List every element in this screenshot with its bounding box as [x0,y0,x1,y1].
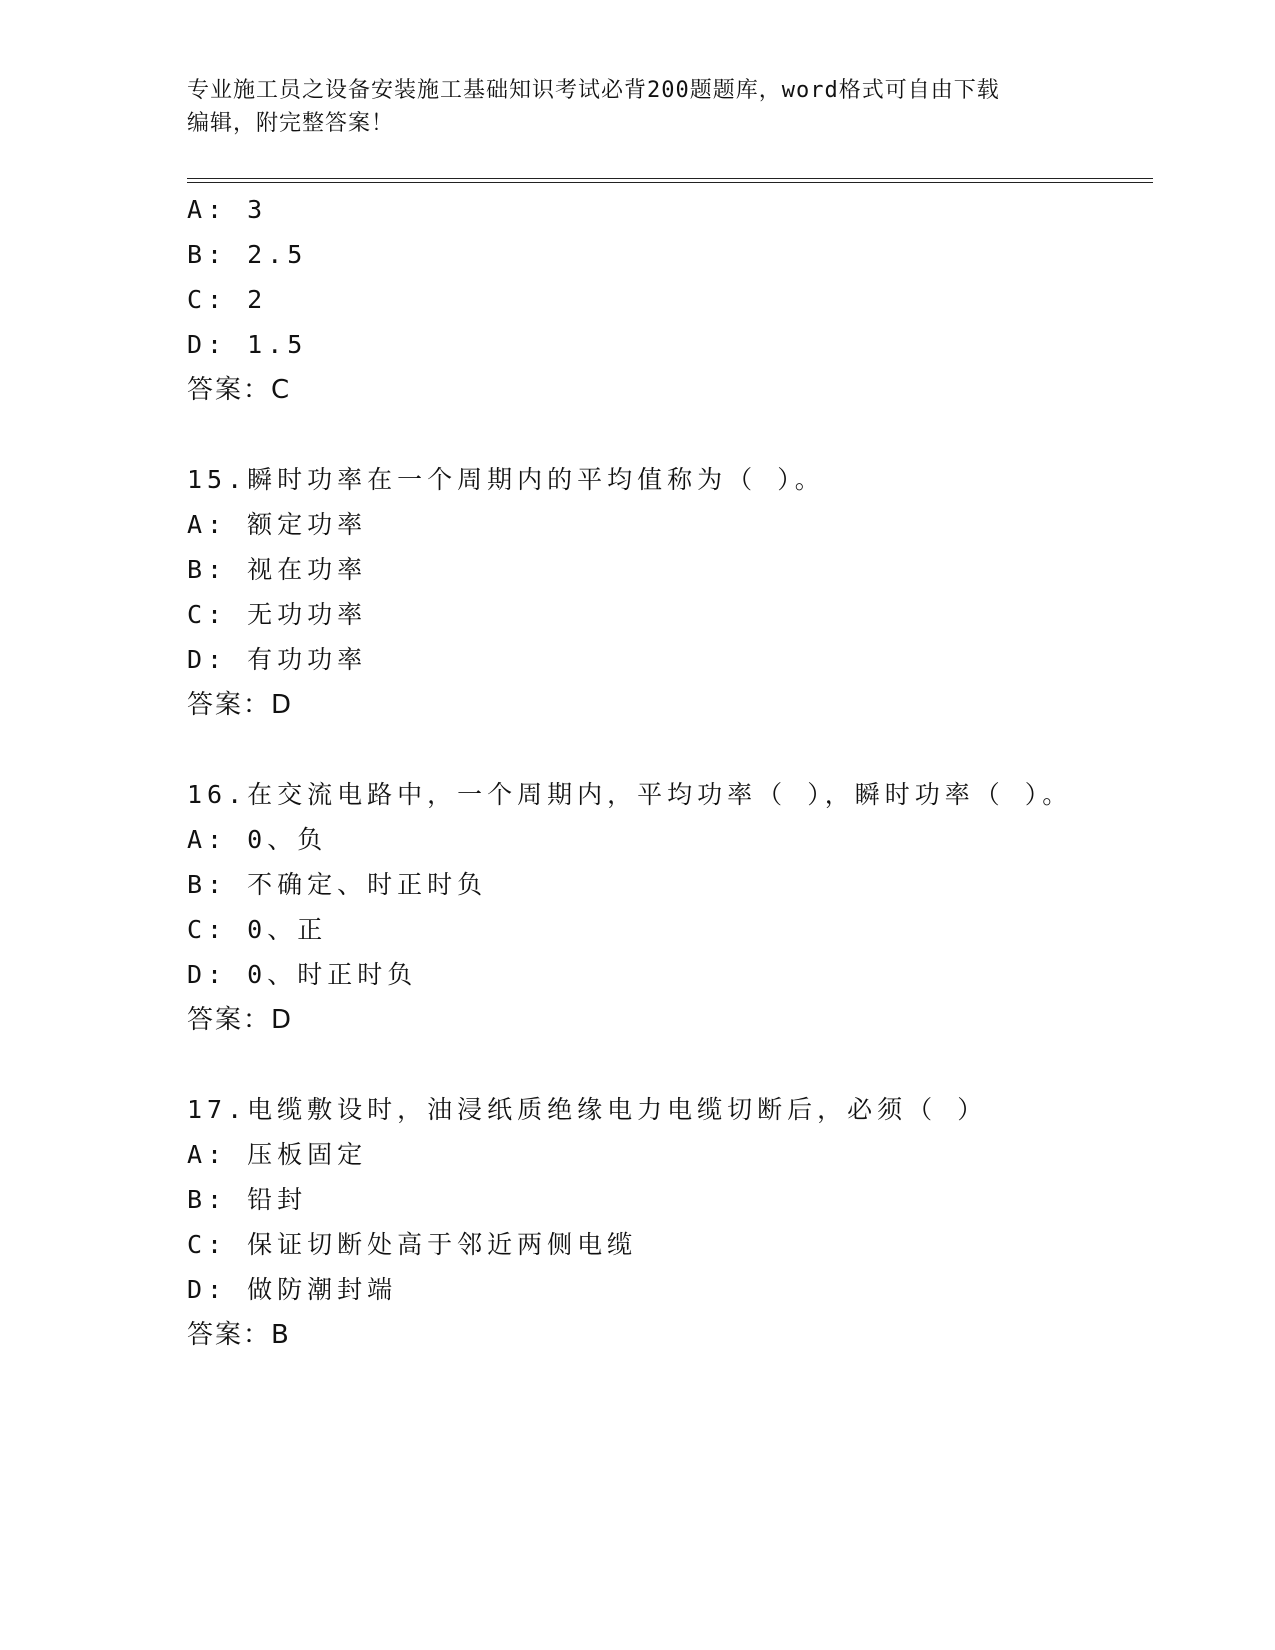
q16-option-b: B: 不确定、时正时负 [187,870,488,899]
q14-option-c: C: 2 [187,285,268,314]
document-header [187,74,1087,140]
q15-option-a: A: 额定功率 [187,510,368,539]
q15-option-d: D: 有功功率 [187,645,368,674]
header-title-line-2: 编辑，附完整答案！ [187,111,395,136]
q14-option-d: D: 1.5 [187,330,308,359]
q15-option-b: B: 视在功率 [187,555,368,584]
q15-answer: 答案：D [187,690,294,720]
q16-option-a: A: 0、负 [187,825,328,854]
q16-option-d: D: 0、时正时负 [187,960,418,989]
q17-answer: 答案：B [187,1320,291,1350]
q17-question: 17.电缆敷设时，油浸纸质绝缘电力电缆切断后，必须（ ） [187,1095,988,1124]
q14-answer: 答案：C [187,375,292,405]
header-divider-top [187,178,1153,179]
q17-option-d: D: 做防潮封端 [187,1275,398,1304]
q16-answer: 答案：D [187,1005,294,1035]
q15-option-c: C: 无功功率 [187,600,368,629]
header-title-line-1: 专业施工员之设备安装施工基础知识考试必背200题题库，word格式可自由下载 [187,78,1000,103]
q17-option-c: C: 保证切断处高于邻近两侧电缆 [187,1230,638,1259]
q14-option-b: B: 2.5 [187,240,308,269]
q16-option-c: C: 0、正 [187,915,328,944]
q14-option-a: A: 3 [187,195,268,224]
q17-option-b: B: 铅封 [187,1185,308,1214]
q16-question: 16.在交流电路中，一个周期内，平均功率（ ），瞬时功率（ ）。 [187,780,1073,809]
header-divider-bottom [187,182,1153,183]
q15-question: 15.瞬时功率在一个周期内的平均值称为（ ）。 [187,465,825,494]
q17-option-a: A: 压板固定 [187,1140,368,1169]
